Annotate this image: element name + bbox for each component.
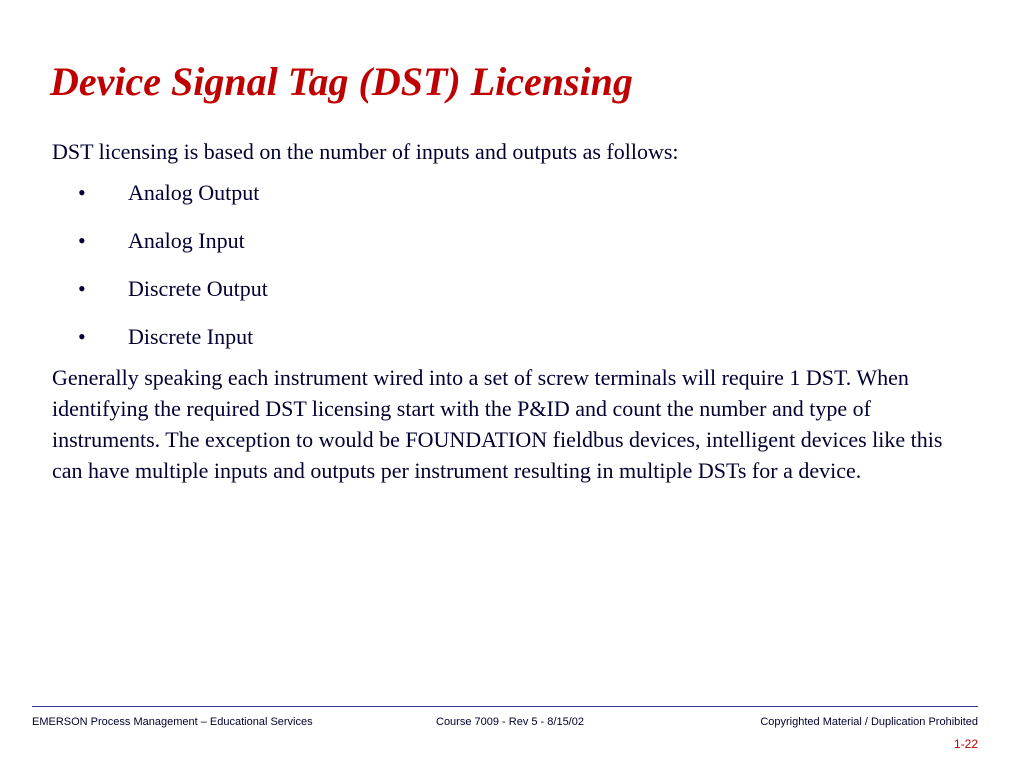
- footer-course: Course 7009 - Rev 5 - 8/15/02: [436, 716, 584, 728]
- bullet-item: [52, 216, 972, 264]
- bullet-text: Analog Output: [128, 179, 260, 205]
- bullet-icon: •: [78, 275, 86, 301]
- bullet-icon: •: [78, 179, 86, 205]
- bullet-text: Discrete Output: [128, 275, 268, 301]
- slide-title: Device Signal Tag (DST) Licensing: [50, 59, 633, 104]
- bullet-item: [52, 168, 972, 216]
- footer-divider: [32, 706, 978, 707]
- bullet-item: [52, 264, 972, 312]
- intro-text: DST licensing is based on the number of inputs and outputs as follows:: [52, 139, 679, 164]
- slide-body: [52, 136, 972, 486]
- footer-organization: EMERSON Process Management – Educational Services: [32, 716, 313, 728]
- page-number: 1-22: [953, 737, 978, 751]
- bullet-item: [52, 312, 972, 360]
- bullet-text: Discrete Input: [128, 323, 254, 349]
- bullet-icon: •: [78, 323, 86, 349]
- footer-copyright: Copyrighted Material / Duplication Prohibited: [760, 716, 978, 728]
- bullet-list: [52, 168, 972, 360]
- bullet-text: Analog Input: [128, 227, 245, 253]
- bullet-icon: •: [78, 227, 86, 253]
- body-paragraph: Generally speaking each instrument wired into a set of screw terminals will require 1 DST. When identifying the required DST licensing start with the P&ID and count the number and type of instruments. The exception to would be FOUNDATION fieldbus devices, intelligent devices like this can have multiple inputs and outputs per instrument resulting in multiple DSTs for a device.: [52, 365, 943, 483]
